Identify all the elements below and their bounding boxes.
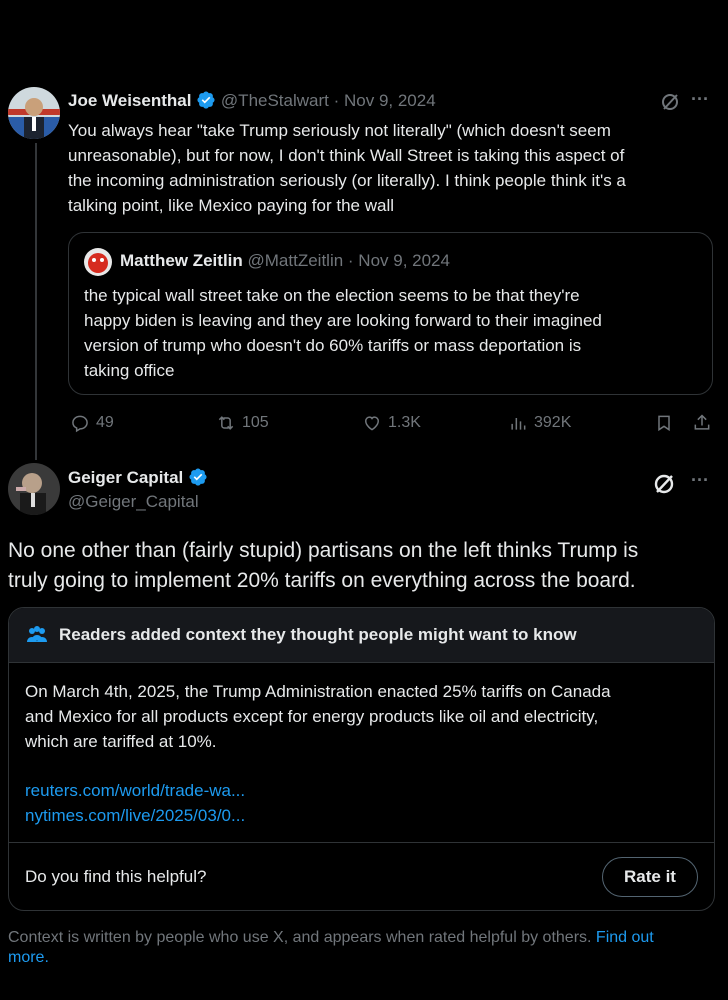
text-line: which are tariffed at 10%. (25, 732, 217, 751)
community-notes-icon (25, 625, 49, 645)
views-button[interactable] (508, 413, 571, 433)
verified-icon (196, 91, 221, 110)
handle-date[interactable]: @TheStalwart · Nov 9, 2024 (220, 91, 436, 110)
text-line: truly going to implement 20% tariffs on everything across the board. (8, 569, 636, 592)
share-icon[interactable] (692, 413, 712, 433)
note-footer-text: Context is written by people who use X, and appears when rated helpful by others. (8, 929, 592, 946)
find-out-more-link-cont[interactable]: more. (8, 949, 49, 966)
avatar-joe[interactable] (8, 87, 60, 139)
repost-count: 105 (242, 414, 269, 431)
views-count: 392K (534, 414, 572, 431)
handle[interactable]: @Geiger_Capital (68, 492, 199, 511)
quote-author-name: Matthew Zeitlin (120, 251, 243, 270)
text-line: and Mexico for all products except for energy products like oil and electricity, (25, 707, 599, 726)
tweet1-text (68, 118, 626, 218)
text-line: talking point, like Mexico paying for the wall (68, 196, 394, 215)
author-name[interactable]: Joe Weisenthal (68, 91, 192, 110)
quote-tweet[interactable] (68, 232, 713, 395)
quote-header (120, 251, 450, 271)
thread-line (35, 143, 37, 460)
tweet2-header (68, 467, 208, 488)
avatar-matthew (84, 248, 112, 276)
avatar-geiger[interactable] (8, 463, 60, 515)
tweet1-header (68, 90, 436, 111)
text-line: On March 4th, 2025, the Trump Administration enacted 25% tariffs on Canada (25, 682, 611, 701)
note-links (25, 778, 245, 828)
quote-text (84, 283, 602, 383)
text-line: No one other than (fairly stupid) partisans on the left thinks Trump is (8, 539, 639, 562)
verified-icon (188, 468, 208, 487)
note-footer (8, 928, 708, 968)
reply-button[interactable] (70, 413, 114, 433)
reply-icon (70, 413, 90, 433)
author-name[interactable]: Geiger Capital (68, 468, 184, 487)
like-button[interactable] (362, 413, 421, 433)
text-line: unreasonable), but for now, I don't think Wall Street is taking this aspect of (68, 146, 625, 165)
quote-handle-date: @MattZeitlin · Nov 9, 2024 (247, 251, 450, 270)
repost-button[interactable] (216, 413, 269, 433)
text-line: You always hear "take Trump seriously not literally" (which doesn't seem (68, 121, 611, 140)
grok-icon[interactable] (660, 92, 680, 117)
source-link[interactable]: reuters.com/world/trade-wa... (25, 781, 246, 800)
grok-icon[interactable] (652, 472, 676, 501)
more-icon[interactable]: ··· (691, 89, 709, 109)
note-text (25, 679, 611, 754)
like-icon (362, 413, 382, 433)
tweet2-text (8, 536, 638, 596)
views-icon (508, 413, 528, 433)
rate-it-button[interactable]: Rate it (602, 857, 698, 897)
repost-icon (216, 413, 236, 433)
bookmark-icon[interactable] (654, 413, 674, 433)
like-count: 1.3K (388, 414, 421, 431)
source-link[interactable]: nytimes.com/live/2025/03/0... (25, 806, 246, 825)
community-note (8, 607, 715, 911)
helpful-question: Do you find this helpful? (25, 867, 207, 886)
note-header (9, 608, 714, 663)
text-line: taking office (84, 361, 175, 380)
note-header-text: Readers added context they thought people might want to know (59, 625, 577, 644)
text-line: the typical wall street take on the election seems to be that they're (84, 286, 580, 305)
text-line: happy biden is leaving and they are looking forward to their imagined (84, 311, 602, 330)
more-icon[interactable]: ··· (691, 470, 709, 490)
text-line: version of trump who doesn't do 60% tariffs or mass deportation is (84, 336, 582, 355)
reply-count: 49 (96, 414, 114, 431)
divider (9, 842, 714, 843)
text-line: the incoming administration seriously (or literally). I think people think it's a (68, 171, 626, 190)
find-out-more-link[interactable]: Find out (595, 929, 654, 946)
